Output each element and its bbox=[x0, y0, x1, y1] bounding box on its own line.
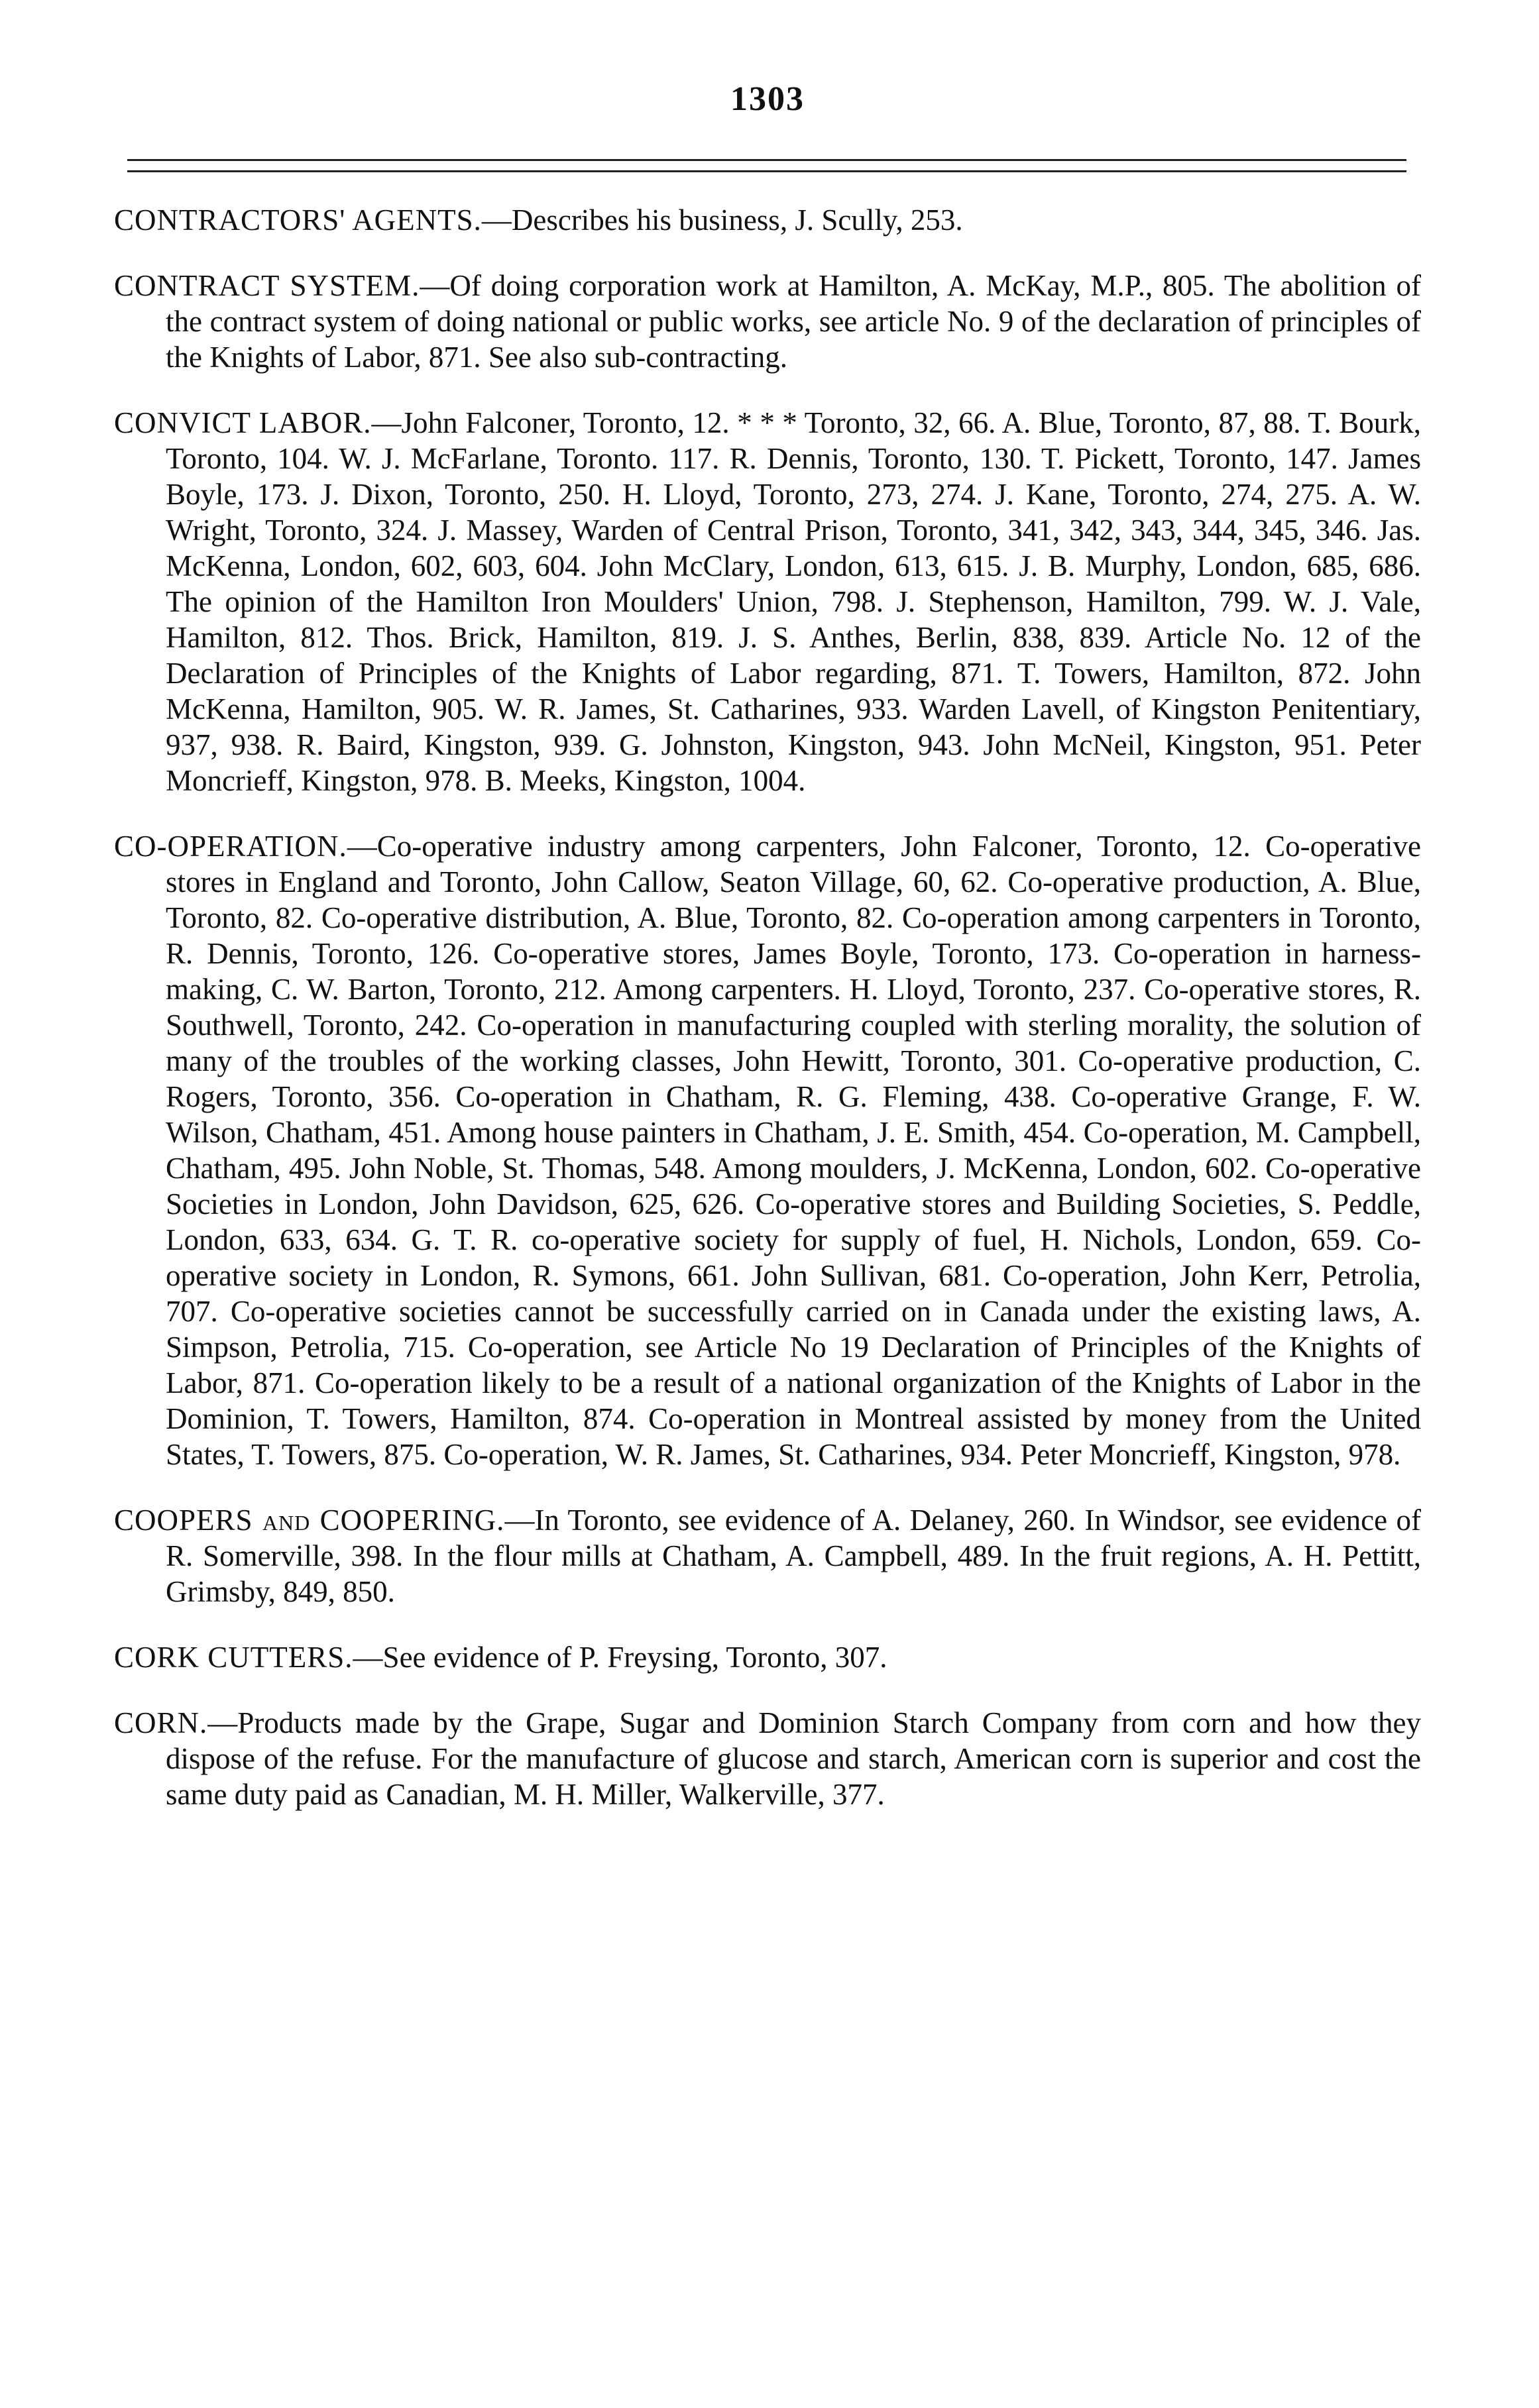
entry-text: —Co-operative industry among carpenters, John Falconer, Toronto, 12. Co-operative stores in England and Toronto, John Callow, Seaton Village, 60, 62. Co-operative production, A. Blue, Toronto, 82. Co-operative distribution, A. Blue, Toronto, 82. Co-operation among carpenters in Toronto, R. Dennis, Toronto, 126. Co-operative stores, James Boyle, Toronto, 173. Co-operation in harness-making, C. W. Barton, Toronto, 212. Among carpenters. H. Lloyd, Toronto, 237. Co-operative stores, R. Southwell, Toronto, 242. Co-operation in manufacturing coupled with sterling morality, the solution of many of the troubles of the working classes, John Hewitt, Toronto, 301. Co-operative production, C. Rogers, Toronto, 356. Co-operation in Chatham, R. G. Fleming, 438. Co-operative Grange, F. W. Wilson, Chatham, 451. Among house painters in Chatham, J. E. Smith, 454. Co-operation, M. Campbell, Chatham, 495. John Noble, St. Thomas, 548. Among moulders, J. McKenna, London, 602. Co-operative Societies in London, John Davidson, 625, 626. Co-operative stores and Building Societies, S. Peddle, London, 633, 634. G. T. R. co-operative society for supply of fuel, H. Nichols, London, 659. Co-operative society in London, R. Symons, 661. John Sullivan, 681. Co-operation, John Kerr, Petrolia, 707. Co-operative societies cannot be successfully carried on in Canada under the existing laws, A. Simpson, Petrolia, 715. Co-operation, see Article No 19 Declaration of Principles of the Knights of Labor, 871. Co-operation likely to be a result of a national organization of the Knights of Labor in the Dominion, T. Towers, Hamilton, 874. Co-operation in Montreal assisted by money from the United States, T. Towers, 875. Co-operation, W. R. James, St. Catharines, 934. Peter Moncrieff, Kingston, 978. bbox=[166, 830, 1421, 1471]
entry-text: —Products made by the Grape, Sugar and Dominion Starch Company from corn and how they dispose of the refuse. For the manufacture of glucose and starch, American corn is superior and cost the same duty paid as Canadian, M. H. Miller, Walkerville, 377. bbox=[166, 1706, 1421, 1811]
entry-heading: CONTRACT SYSTEM. bbox=[114, 269, 420, 302]
entry-text: —Of doing corporation work at Hamilton, A. McKay, M.P., 805. The abolition of the contract system of doing national or public works, see article No. 9 of the declaration of principles of the Knights of Labor, 871. See also sub-contracting. bbox=[166, 269, 1421, 374]
index-entry-cork-cutters bbox=[114, 1639, 1421, 1675]
page-number: 1303 bbox=[730, 80, 805, 118]
index-entry-convict-labor bbox=[114, 405, 1421, 798]
index-entry-coopers bbox=[114, 1502, 1421, 1610]
entry-text: —In Toronto, see evidence of A. Delaney, 260. In Windsor, see evidence of R. Somerville, 398. In the flour mills at Chatham, A. Campbell, 489. In the fruit regions, A. H. Pettitt, Grimsby, 849, 850. bbox=[166, 1504, 1421, 1608]
double-rule-divider bbox=[127, 159, 1406, 172]
entry-heading: CONVICT LABOR. bbox=[114, 406, 372, 439]
index-entry-corn bbox=[114, 1705, 1421, 1812]
entry-text: —Describes his business, J. Scully, 253. bbox=[481, 203, 963, 237]
index-entry-contract-system bbox=[114, 268, 1421, 375]
index-page bbox=[114, 73, 1421, 1839]
index-entries bbox=[114, 202, 1421, 1812]
entry-heading: CO-OPERATION. bbox=[114, 830, 347, 863]
entry-text: —John Falconer, Toronto, 12. * * * Toronto, 32, 66. A. Blue, Toronto, 87, 88. T. Bourk, Toronto, 104. W. J. McFarlane, Toronto. 117. R. Dennis, Toronto, 130. T. Pickett, Toronto, 147. James Boyle, 173. J. Dixon, Toronto, 250. H. Lloyd, Toronto, 273, 274. J. Kane, Toronto, 274, 275. A. W. Wright, Toronto, 324. J. Massey, Warden of Central Prison, Toronto, 341, 342, 343, 344, 345, 346. Jas. McKenna, London, 602, 603, 604. John McClary, London, 613, 615. J. B. Murphy, London, 685, 686. The opinion of the Hamilton Iron Moulders' Union, 798. J. Stephenson, Hamilton, 799. W. J. Vale, Hamilton, 812. Thos. Brick, Hamilton, 819. J. S. Anthes, Berlin, 838, 839. Article No. 12 of the Declaration of Principles of the Knights of Labor regarding, 871. T. Towers, Hamilton, 872. John McKenna, Hamilton, 905. W. R. James, St. Catharines, 933. Warden Lavell, of Kingston Penitentiary, 937, 938. R. Baird, Kingston, 939. G. Johnston, Kingston, 943. John McNeil, Kingston, 951. Peter Moncrieff, Kingston, 978. B. Meeks, Kingston, 1004. bbox=[166, 406, 1422, 797]
index-entry-co-operation bbox=[114, 828, 1421, 1472]
entry-heading: COOPERS and COOPERING. bbox=[114, 1504, 505, 1537]
index-entry-contractors-agents bbox=[114, 202, 1421, 238]
entry-heading: CORK CUTTERS. bbox=[114, 1641, 353, 1674]
entry-text: —See evidence of P. Freysing, Toronto, 307. bbox=[353, 1641, 887, 1674]
entry-heading: CORN. bbox=[114, 1706, 208, 1739]
entry-heading: CONTRACTORS' AGENTS. bbox=[114, 203, 482, 237]
